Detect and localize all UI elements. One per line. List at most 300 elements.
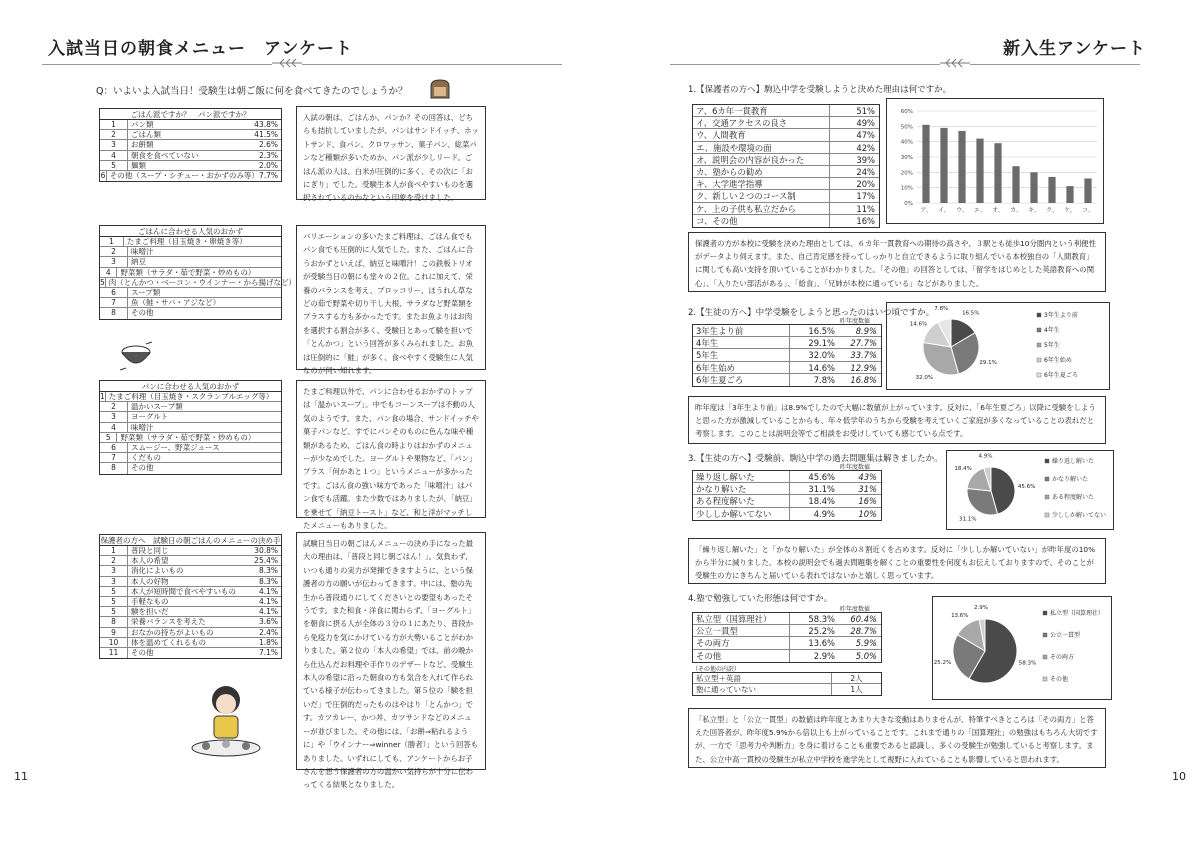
percent-cell: 2.6% <box>258 140 278 150</box>
prev-year-cell: 27.7% <box>850 338 877 349</box>
section-4-table <box>692 612 882 663</box>
table-row <box>100 587 281 597</box>
item-cell: その他 <box>131 308 154 318</box>
paragraph-1: 入試の朝は、ごはんか、パンか？その回答は、どちらも拮抗していましたが、パンはサンドイッチ、ホットサンド、食パン、クロワッサン、菓子パン、総菜パンなど種類が多いためか、パン派が少しリード。ごはん派の人は、白米が圧倒的に多く、その次に「おにぎり」でした。受験生本人が食べやすいものを選択されているのかなという印象を受けました。 <box>296 106 486 200</box>
item-cell: 験を担いだ <box>131 607 169 617</box>
rank-cell: 8 <box>100 463 128 473</box>
answer-cell: キ、大学進学指導 <box>696 179 763 190</box>
percent-cell: 16.5% <box>789 325 839 336</box>
legend-label: 6年生夏ごろ <box>1044 372 1078 379</box>
y-tick-label: 30% <box>900 155 913 161</box>
prev-year-cell: 5.9% <box>855 638 877 649</box>
table-row <box>100 577 281 587</box>
item-cell: ごはん類 <box>131 130 161 140</box>
bar <box>994 143 1001 203</box>
item-cell: お餅類 <box>131 140 154 150</box>
table-row <box>100 412 281 422</box>
legend-swatch <box>1037 313 1041 317</box>
bar <box>1084 178 1091 203</box>
prev-year-cell: 60.4% <box>850 614 877 624</box>
answer-cell: オ、説明会の内容が良かった <box>696 154 805 165</box>
table-row <box>100 638 281 648</box>
rank-cell: 8 <box>100 617 128 626</box>
item-cell: たまご料理（目玉焼き・スクランブルエッグ等） <box>108 392 274 401</box>
item-cell: その他 <box>131 463 154 473</box>
x-tick-label: コ、 <box>1082 207 1094 214</box>
rank-cell: 3 <box>100 257 128 266</box>
percent-cell: 7.7% <box>258 170 278 180</box>
page-number: 11 <box>14 770 28 783</box>
item-cell: 温かいスープ類 <box>131 402 183 412</box>
answer-cell: 4年生 <box>696 338 719 349</box>
item-cell: たまご料理（目玉焼き・卵焼き等） <box>126 237 247 246</box>
percent-cell: 30.8% <box>254 546 278 555</box>
section-4-text: 「私立型」と「公立一貫型」の数値は昨年度とあまり大きな変動はありませんが、特筆すべきところは「その両方」と答えた回答者が、昨年度5.9%から倍以上も上がっていることです。これまで通りの「国算理社」の勉強はもちろん大切ですが、一方で「思考力や判断力」を身に着けることも重要であると認識し、多くの受験生が勉強していると考察します。また、公立中高一貫校の受験生が私立中学校を進学先として視野に入れていることも影響していると思われます。 <box>688 708 1106 768</box>
percent-cell <box>241 463 281 473</box>
answer-cell: 3年生より前 <box>696 326 744 336</box>
wheat-ornament-icon <box>272 58 302 68</box>
slice-label: 25.2% <box>933 660 952 667</box>
percent-cell: 25.4% <box>254 556 278 566</box>
slice-label: 45.6% <box>1017 484 1036 491</box>
table-row <box>100 130 281 140</box>
rank-cell: 3 <box>100 412 128 421</box>
legend-swatch <box>1037 358 1041 362</box>
percent-cell <box>241 412 281 421</box>
rank-cell: 6 <box>100 170 106 180</box>
section-1-table <box>692 104 880 228</box>
x-tick-label: イ、 <box>938 207 950 214</box>
table-header: パンに合わせる人気のおかず <box>100 381 281 392</box>
item-cell: 本人が短時間で食べやすいもの <box>131 586 236 596</box>
item-cell: 肉（とんかつ・ベーコン・ウインナー・から揚げなど） <box>108 277 297 287</box>
slice-label: 2.9% <box>974 605 988 612</box>
legend-label: 公立一貫型 <box>1050 632 1081 639</box>
percent-cell: 8.3% <box>258 576 278 586</box>
percent-cell <box>255 268 281 277</box>
bar <box>940 128 947 203</box>
x-tick-label: ク、 <box>1046 207 1058 214</box>
rank-cell: 2 <box>100 556 128 565</box>
prev-year-cell: 31% <box>858 484 877 495</box>
rank-cell: 4 <box>100 423 128 432</box>
page-title: 入試当日の朝食メニュー アンケート <box>48 39 353 59</box>
legend-label: かなり解いた <box>1052 476 1089 483</box>
percent-cell: 43.8% <box>254 120 278 129</box>
table-row <box>100 288 281 298</box>
rank-cell: 5 <box>100 161 128 170</box>
other-breakdown-title: （その他の内訳） <box>692 666 741 673</box>
prev-year-cell: 16.8% <box>850 374 877 385</box>
answer-cell: ある程度解いた <box>696 496 755 507</box>
answer-cell: カ、塾からの勧め <box>696 166 763 177</box>
paragraph-4: 試験日当日の朝ごはんメニューの決め手になった最大の理由は、「普段と同じ朝ごはん！」。気負わず、いつも通りの実力が発揮できますように、という保護者の方の願いが伝わってきます。中には、塾の先生から普段通りにしてくださいとの要望もあったそうです。また和食・洋食に関わらず、「ヨーグルト」を朝食に摂る人が全体の３分の１にあたり、普段から免疫力を気にかけている方が大勢いることがわかりました。第２位の「本人の希望」では、前の晩から仕込んだお料理や手作りのデザートなど、受験生本人の希望に沿った朝食の方も気合を入れて作られている様子が伝わってきました。第５位の「験を担いだ」で圧倒的だったものはやはり「とんかつ」です。カツカレー、かつ丼、カツサンドなどのメニューが並びました。その他には、「お餅⇒粘れるように」や「ウインナー⇒winner（勝者）」という回答もありました。いずれにしても、アンケートからお子さんを想う保護者の方の温かい気持ちが十分に伝わってくる結果となりました。 <box>296 532 486 770</box>
section-4-pie-chart <box>932 596 1112 700</box>
table-row <box>100 566 281 576</box>
prev-year-cell: 5.0% <box>855 650 877 661</box>
table-row <box>100 617 281 627</box>
table-row <box>693 362 881 374</box>
table-row <box>693 374 881 386</box>
percent-cell: 4.1% <box>258 607 278 617</box>
answer-cell: 6年生始め <box>696 362 735 373</box>
title-rule <box>42 64 272 65</box>
section-3-table <box>692 470 882 521</box>
percent-cell: 41.5% <box>254 130 278 140</box>
table-row <box>693 142 879 154</box>
rice-bowl-icon <box>118 340 154 372</box>
title-rule <box>670 64 940 65</box>
item-cell: 野菜類（サラダ・茹で野菜・炒めもの） <box>120 267 256 277</box>
bread-side-dish-table <box>99 380 282 475</box>
x-tick-label: エ、 <box>973 207 987 214</box>
rank-cell: 5 <box>100 277 105 287</box>
percent-cell: 24% <box>829 166 879 177</box>
legend-label: その他 <box>1050 676 1069 683</box>
table-row <box>100 308 281 318</box>
percent-cell <box>241 453 281 462</box>
rank-cell: 10 <box>100 638 128 647</box>
answer-cell: その他 <box>696 650 722 661</box>
paragraph-3: たまご料理以外で、パンに合わせるおかずのトップは「温かいスープ」。中でもコーンスープは不動の人気のようです。また、パン食の場合、サンドイッチや菓子パンなど、すでにパンそのものに色んな味や種類があるため、ごはん食の時よりはおかずのメニューが少なめでした。ヨーグルトや果物など、「パン」プラス「何かあと１つ」というメニューが多かったです。ごはん食の強い味方であった「味噌汁」はパン食でも活躍。また少数ではありましたが、「納豆」を乗せて「納豆トースト」など、和と洋がマッチしたメニューもありました。 <box>296 380 486 518</box>
percent-cell: 47% <box>829 129 879 140</box>
table-row <box>693 471 881 483</box>
legend-swatch <box>1043 611 1047 615</box>
bar <box>1066 186 1073 203</box>
table-row <box>100 433 281 443</box>
rank-cell: 8 <box>100 308 128 318</box>
item-cell: スープ類 <box>131 287 161 297</box>
table-row <box>100 453 281 463</box>
table-row <box>100 151 281 161</box>
percent-cell <box>273 392 281 401</box>
section-1-question: 1.【保護者の方へ】駒込中学を受験しようと決めた理由は何ですか。 <box>688 85 952 95</box>
percent-cell: 8.3% <box>258 566 278 576</box>
answer-cell: イ、交通アクセスの良さ <box>696 118 788 129</box>
section-1-text: 保護者の方が本校に受験を決めた理由としては、６カ年一貫教育への期待の高さや、３駅とも徒歩10分圏内という利便性がデータより伺えます。また、自己肯定感を持ってしっかりと自立できるように取り組んでいる本校独自の「人間教育」に関しても高い支持を頂いていることがわかりました。「その他」の回答としては、「留学をはじめとした英語教育への関心」、「入りたい部活がある」、「給食」、「兄姉が本校に通っている」などがありました。 <box>688 232 1106 292</box>
percent-cell: 7.1% <box>258 647 278 657</box>
legend-swatch <box>1037 343 1041 347</box>
table-row <box>693 673 881 684</box>
legend-swatch <box>1043 655 1047 659</box>
percent-cell: 11% <box>829 203 879 214</box>
item-cell: 野菜類（サラダ・茹で野菜・炒めもの） <box>120 432 256 442</box>
rank-cell: 3 <box>100 140 128 149</box>
percent-cell: 45.6% <box>789 471 839 482</box>
item-cell: 本人の希望 <box>131 556 169 566</box>
item-cell: 普段と同じ <box>131 546 169 555</box>
legend-label: 6年生始め <box>1044 357 1072 364</box>
rank-cell: 5 <box>100 607 128 616</box>
table-row <box>100 140 281 150</box>
table-row <box>100 120 281 130</box>
table-row <box>100 392 281 402</box>
table-row <box>693 613 881 625</box>
table-row <box>693 325 881 337</box>
prev-year-label: 昨年度数値 <box>840 318 871 325</box>
prev-year-cell: 8.9% <box>855 326 877 336</box>
wheat-ornament-icon <box>940 58 970 68</box>
answer-cell: 公立一貫型 <box>696 626 738 637</box>
percent-cell: 58.3% <box>789 613 839 624</box>
table-row <box>100 237 281 247</box>
pie-chart-svg <box>933 597 1111 699</box>
table-row <box>693 337 881 349</box>
answer-cell: 私立型＋英語 <box>696 674 741 683</box>
prev-year-cell: 16% <box>858 496 877 507</box>
prev-year-cell: 43% <box>858 472 877 482</box>
item-cell: 納豆 <box>131 257 146 267</box>
bar <box>1030 172 1037 203</box>
item-cell: 手軽なもの <box>131 596 169 606</box>
rank-cell: 7 <box>100 298 128 307</box>
item-cell: スムージー、野菜ジュース <box>131 442 220 452</box>
answer-cell: 塾に通っていない <box>696 685 756 694</box>
x-tick-label: キ、 <box>1028 207 1040 214</box>
bar <box>922 125 929 203</box>
title-rule-2 <box>970 64 1140 65</box>
percent-cell: 2.0% <box>258 160 278 170</box>
x-tick-label: カ、 <box>1010 207 1022 214</box>
percent-cell: 4.1% <box>258 596 278 606</box>
rank-cell: 4 <box>100 151 128 160</box>
percent-cell <box>241 288 281 297</box>
answer-cell: コ、その他 <box>696 215 738 226</box>
table-row <box>100 171 281 181</box>
count-cell: 1人 <box>831 684 881 695</box>
bar <box>1012 166 1019 203</box>
table-row <box>693 215 879 227</box>
table-row <box>100 423 281 433</box>
table-row <box>693 483 881 495</box>
table-row <box>100 546 281 556</box>
section-2-table <box>692 324 882 387</box>
rank-cell: 1 <box>100 120 128 129</box>
legend-swatch <box>1043 677 1047 681</box>
table-row <box>693 508 881 520</box>
rank-cell: 9 <box>100 628 128 637</box>
percent-cell: 4.1% <box>258 586 278 596</box>
page-number: 10 <box>1172 770 1186 783</box>
table-row <box>693 166 879 178</box>
table-row <box>693 625 881 637</box>
percent-cell: 20% <box>829 178 879 189</box>
x-tick-label: オ、 <box>992 207 1004 214</box>
x-tick-label: ケ、 <box>1064 207 1076 214</box>
table-row <box>693 154 879 166</box>
right-page <box>600 0 1200 849</box>
percent-cell: 42% <box>829 142 879 153</box>
legend-label: その両方 <box>1050 654 1075 661</box>
percent-cell: 2.3% <box>258 150 278 160</box>
legend-label: ある程度解いた <box>1052 494 1095 501</box>
section-3-question: 3.【生徒の方へ】受験前、駒込中学の過去問題集は解きましたか。 <box>688 454 943 464</box>
percent-cell: 31.1% <box>789 483 839 494</box>
item-cell: 朝食を食べていない <box>131 150 199 160</box>
slice-label: 18.4% <box>954 466 972 473</box>
slice-label: 29.1% <box>979 359 997 366</box>
item-cell: 本人の好物 <box>131 576 169 586</box>
y-tick-label: 50% <box>900 124 913 131</box>
rank-cell: 5 <box>100 597 128 606</box>
slice-label: 31.1% <box>959 516 977 523</box>
rank-cell: 11 <box>100 648 128 658</box>
table-row <box>100 402 281 412</box>
y-tick-label: 10% <box>900 185 913 192</box>
count-cell: 2人 <box>831 673 881 683</box>
answer-cell: ケ、上の子供も私立だから <box>696 203 796 214</box>
percent-cell <box>255 433 281 442</box>
prev-year-label: 昨年度数値 <box>840 606 871 613</box>
percent-cell <box>241 257 281 266</box>
answer-cell: ク、新しい２つのコース制 <box>696 191 796 202</box>
section-2-question: 2.【生徒の方へ】中学受験をしようと思ったのはいつ頃ですか。 <box>688 308 935 318</box>
percent-cell <box>241 443 281 452</box>
answer-cell: 私立型（国算理社） <box>696 614 772 624</box>
answer-cell: 繰り返し解いた <box>696 472 755 482</box>
percent-cell: 39% <box>829 154 879 165</box>
slice-label: 13.6% <box>951 612 969 619</box>
x-tick-label: ウ、 <box>956 207 968 214</box>
item-cell: ヨーグルト <box>131 412 169 422</box>
section-3-pie-chart <box>946 450 1114 530</box>
rank-cell: 5 <box>100 587 128 596</box>
parent-reason-table <box>99 534 282 659</box>
legend-label: 5年生 <box>1044 342 1060 349</box>
percent-cell <box>241 298 281 307</box>
answer-cell: 6年生夏ごろ <box>696 374 744 385</box>
percent-cell <box>241 308 281 318</box>
bar <box>1048 177 1055 203</box>
percent-cell <box>247 237 281 246</box>
item-cell: その他 <box>131 647 154 657</box>
toast-icon <box>428 78 452 100</box>
rank-cell: 1 <box>100 237 124 246</box>
y-tick-label: 20% <box>900 170 913 177</box>
percent-cell: 3.6% <box>258 617 278 627</box>
table-row <box>693 129 879 141</box>
prev-year-cell: 10% <box>858 508 877 519</box>
legend-swatch <box>1045 513 1049 517</box>
answer-cell: 少ししか解いてない <box>696 508 772 519</box>
table-row <box>693 650 881 662</box>
table-row <box>693 684 881 695</box>
item-cell: 麺類 <box>131 160 146 170</box>
percent-cell: 29.1% <box>789 337 839 348</box>
pie-chart-svg <box>947 451 1113 529</box>
y-tick-label: 60% <box>900 109 913 115</box>
prev-year-cell: 28.7% <box>850 626 877 637</box>
percent-cell <box>241 423 281 432</box>
table-row <box>693 178 879 190</box>
answer-cell: エ、施設や環境の面 <box>696 142 772 153</box>
rice-side-dish-table <box>99 225 297 320</box>
answer-cell: ウ、人間教育 <box>696 130 746 141</box>
item-cell: 栄養バランスを考えた <box>131 617 206 627</box>
answer-cell: かなり解いた <box>696 484 747 495</box>
legend-swatch <box>1045 495 1049 499</box>
rank-cell: 6 <box>100 443 128 452</box>
legend-label: 私立型（国算理社） <box>1050 610 1105 617</box>
table-row <box>100 268 281 278</box>
item-cell: 魚（鮭・サバ・アジなど） <box>131 298 221 308</box>
percent-cell: 16% <box>829 215 879 227</box>
rank-cell: 5 <box>100 433 117 442</box>
rice-or-bread-table <box>99 108 282 182</box>
table-row <box>100 161 281 171</box>
percent-cell: 51% <box>829 105 879 116</box>
table-header: ごはん派ですか？ パン派ですか？ <box>100 109 281 120</box>
item-cell: くだもの <box>131 453 161 463</box>
item-cell: 味噌汁 <box>131 247 154 257</box>
rank-cell: 3 <box>100 577 128 586</box>
percent-cell: 49% <box>829 117 879 128</box>
table-row <box>693 349 881 361</box>
bar <box>958 131 965 203</box>
table-row <box>100 597 281 607</box>
x-tick-label: ア、 <box>920 207 932 214</box>
item-cell: パン類 <box>131 120 154 129</box>
legend-swatch <box>1045 477 1049 481</box>
prev-year-cell: 12.9% <box>850 362 877 373</box>
percent-cell: 32.0% <box>789 349 839 360</box>
slice-label: 32.0% <box>915 374 934 381</box>
item-cell: おなかの持ちがよいもの <box>131 627 214 637</box>
section-1-bar-chart <box>886 98 1104 224</box>
prev-year-label: 昨年度数値 <box>840 464 871 471</box>
table-row <box>100 556 281 566</box>
rank-cell: 3 <box>100 566 128 575</box>
percent-cell: 1.8% <box>258 637 278 647</box>
table-row <box>100 628 281 638</box>
rank-cell: 7 <box>100 453 128 462</box>
table-row <box>100 247 281 257</box>
rank-cell: 2 <box>100 130 128 139</box>
question-text: Q：いよいよ入試当日！受験生は朝ご飯に何を食べてきたのでしょうか？ <box>96 86 408 97</box>
table-row <box>693 190 879 202</box>
answer-cell: その両方 <box>696 638 730 649</box>
answer-cell: 5年生 <box>696 350 719 361</box>
table-header: ごはんに合わせる人気のおかず <box>100 226 281 237</box>
rank-cell: 1 <box>100 392 105 401</box>
percent-cell: 25.2% <box>789 625 839 636</box>
table-row <box>693 637 881 649</box>
item-cell: 消化によいもの <box>131 566 184 576</box>
paragraph-2: バリエーションの多いたまご料理は、ごはん食でもパン食でも圧倒的に人気でした。また、ごはんに合うおかずといえば、納豆と味噌汁！この鉄板トリオが受験当日の朝にも堂々の２位。これに加えて、栄養のバランスを考え、ブロッコリー、ほうれん草などの茹で野菜や切り干し大根、サラダなど野菜類をプラスする方も多かったです。またお魚よりはお肉を選択する割合が多く、受験日とあって験を担いで「とんかつ」という回答が多くみられました。お魚は圧倒的に「鮭」が多く、食べやすく受験生に人気なのが伺い知れます。 <box>296 225 486 370</box>
legend-label: 4年生 <box>1044 327 1060 334</box>
table-row <box>100 257 281 267</box>
percent-cell <box>241 402 281 411</box>
table-row <box>693 117 879 129</box>
table-row <box>693 105 879 117</box>
slice-label: 58.3% <box>1018 660 1037 667</box>
percent-cell: 2.4% <box>258 627 278 637</box>
section-2-pie-chart <box>886 302 1110 390</box>
legend-label: 繰り返し解いた <box>1052 458 1095 465</box>
section-4-question: 4.塾で勉強していた形態は何ですか。 <box>688 594 833 604</box>
bar <box>976 139 983 203</box>
answer-cell: ア、6カ年一貫教育 <box>696 106 768 116</box>
rank-cell: 2 <box>100 402 128 411</box>
table-row <box>100 648 281 658</box>
legend-swatch <box>1037 373 1041 377</box>
y-tick-label: 0% <box>904 201 913 207</box>
legend-swatch <box>1045 459 1049 463</box>
rank-cell: 1 <box>100 546 128 555</box>
table-header: 保護者の方へ 試験日の朝ごはんのメニューの決め手 <box>100 536 281 545</box>
pie-chart-svg <box>887 303 1109 389</box>
table-row <box>693 495 881 507</box>
